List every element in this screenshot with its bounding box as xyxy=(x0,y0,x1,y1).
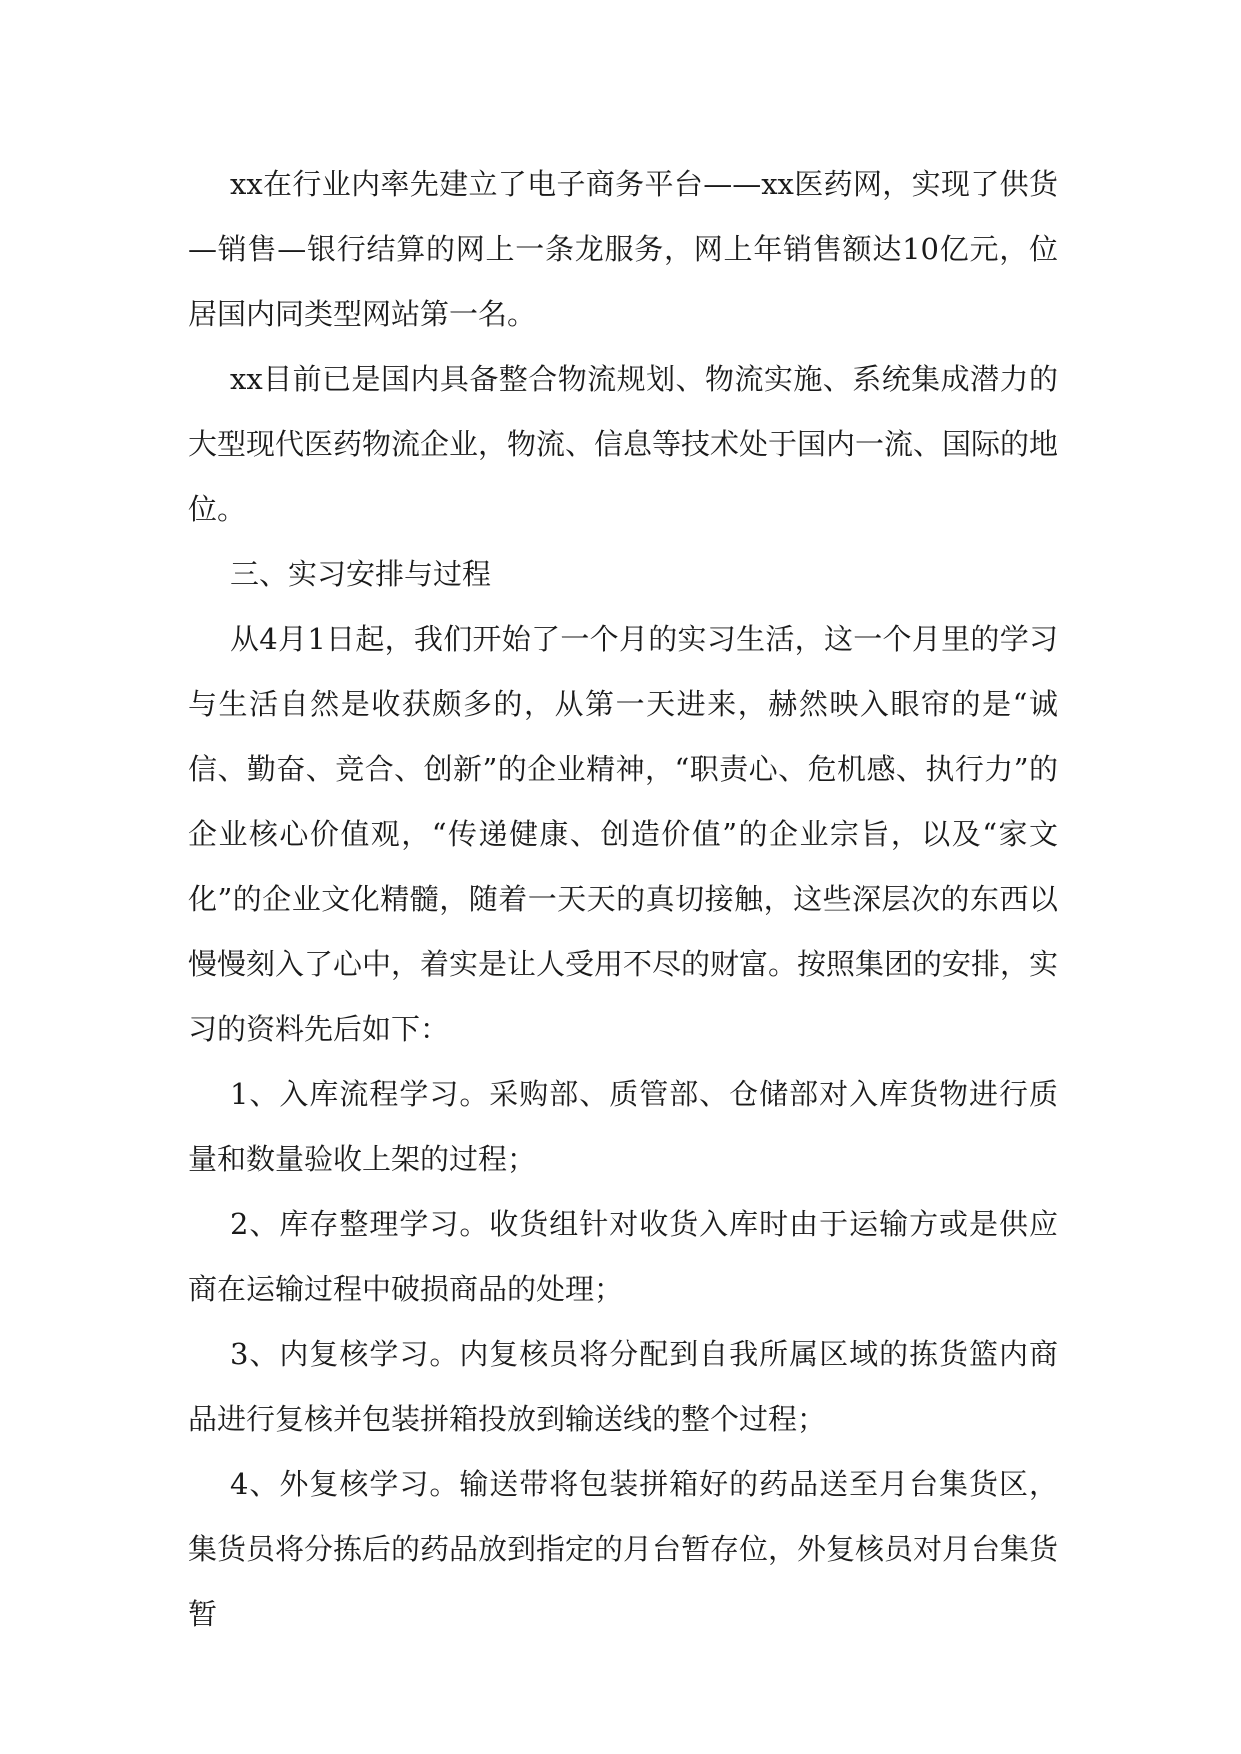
list-item-internal-review: 3、内复核学习。内复核员将分配到自我所属区域的拣货篮内商品进行复核并包装拼箱投放到输送线的整个过程； xyxy=(188,1337,1058,1436)
list-item-inbound-process: 1、入库流程学习。采购部、质管部、仓储部对入库货物进行质量和数量验收上架的过程； xyxy=(188,1077,1058,1176)
document-body xyxy=(188,152,1058,1647)
paragraph-logistics-capability: xx目前已是国内具备整合物流规划、物流实施、系统集成潜力的大型现代医药物流企业，物流、信息等技术处于国内一流、国际的地位。 xyxy=(188,362,1059,526)
section-heading-internship-arrangement: 三、实习安排与过程 xyxy=(230,557,492,591)
list-item-external-review: 4、外复核学习。输送带将包装拼箱好的药品送至月台集货区，集货员将分拣后的药品放到指定的月台暂存位，外复核员对月台集货暂 xyxy=(188,1467,1059,1631)
list-item-inventory-sorting: 2、库存整理学习。收货组针对收货入库时由于运输方或是供应商在运输过程中破损商品的处理； xyxy=(188,1207,1058,1306)
paragraph-internship-intro: 从4月1日起，我们开始了一个月的实习生活，这一个月里的学习与生活自然是收获颇多的，从第一天进来，赫然映入眼帘的是“诚信、勤奋、竞合、创新”的企业精神，“职责心、危机感、执行力”的企业核心价值观，“传递健康、创造价值”的企业宗旨，以及“家文化”的企业文化精髓，随着一天天的真切接触，这些深层次的东西以慢慢刻入了心中，着实是让人受用不尽的财富。按照集团的安排，实习的资料先后如下： xyxy=(188,622,1059,1046)
paragraph-ecommerce-platform: xx在行业内率先建立了电子商务平台——xx医药网，实现了供货—销售—银行结算的网上一条龙服务，网上年销售额达10亿元，位居国内同类型网站第一名。 xyxy=(188,167,1058,331)
